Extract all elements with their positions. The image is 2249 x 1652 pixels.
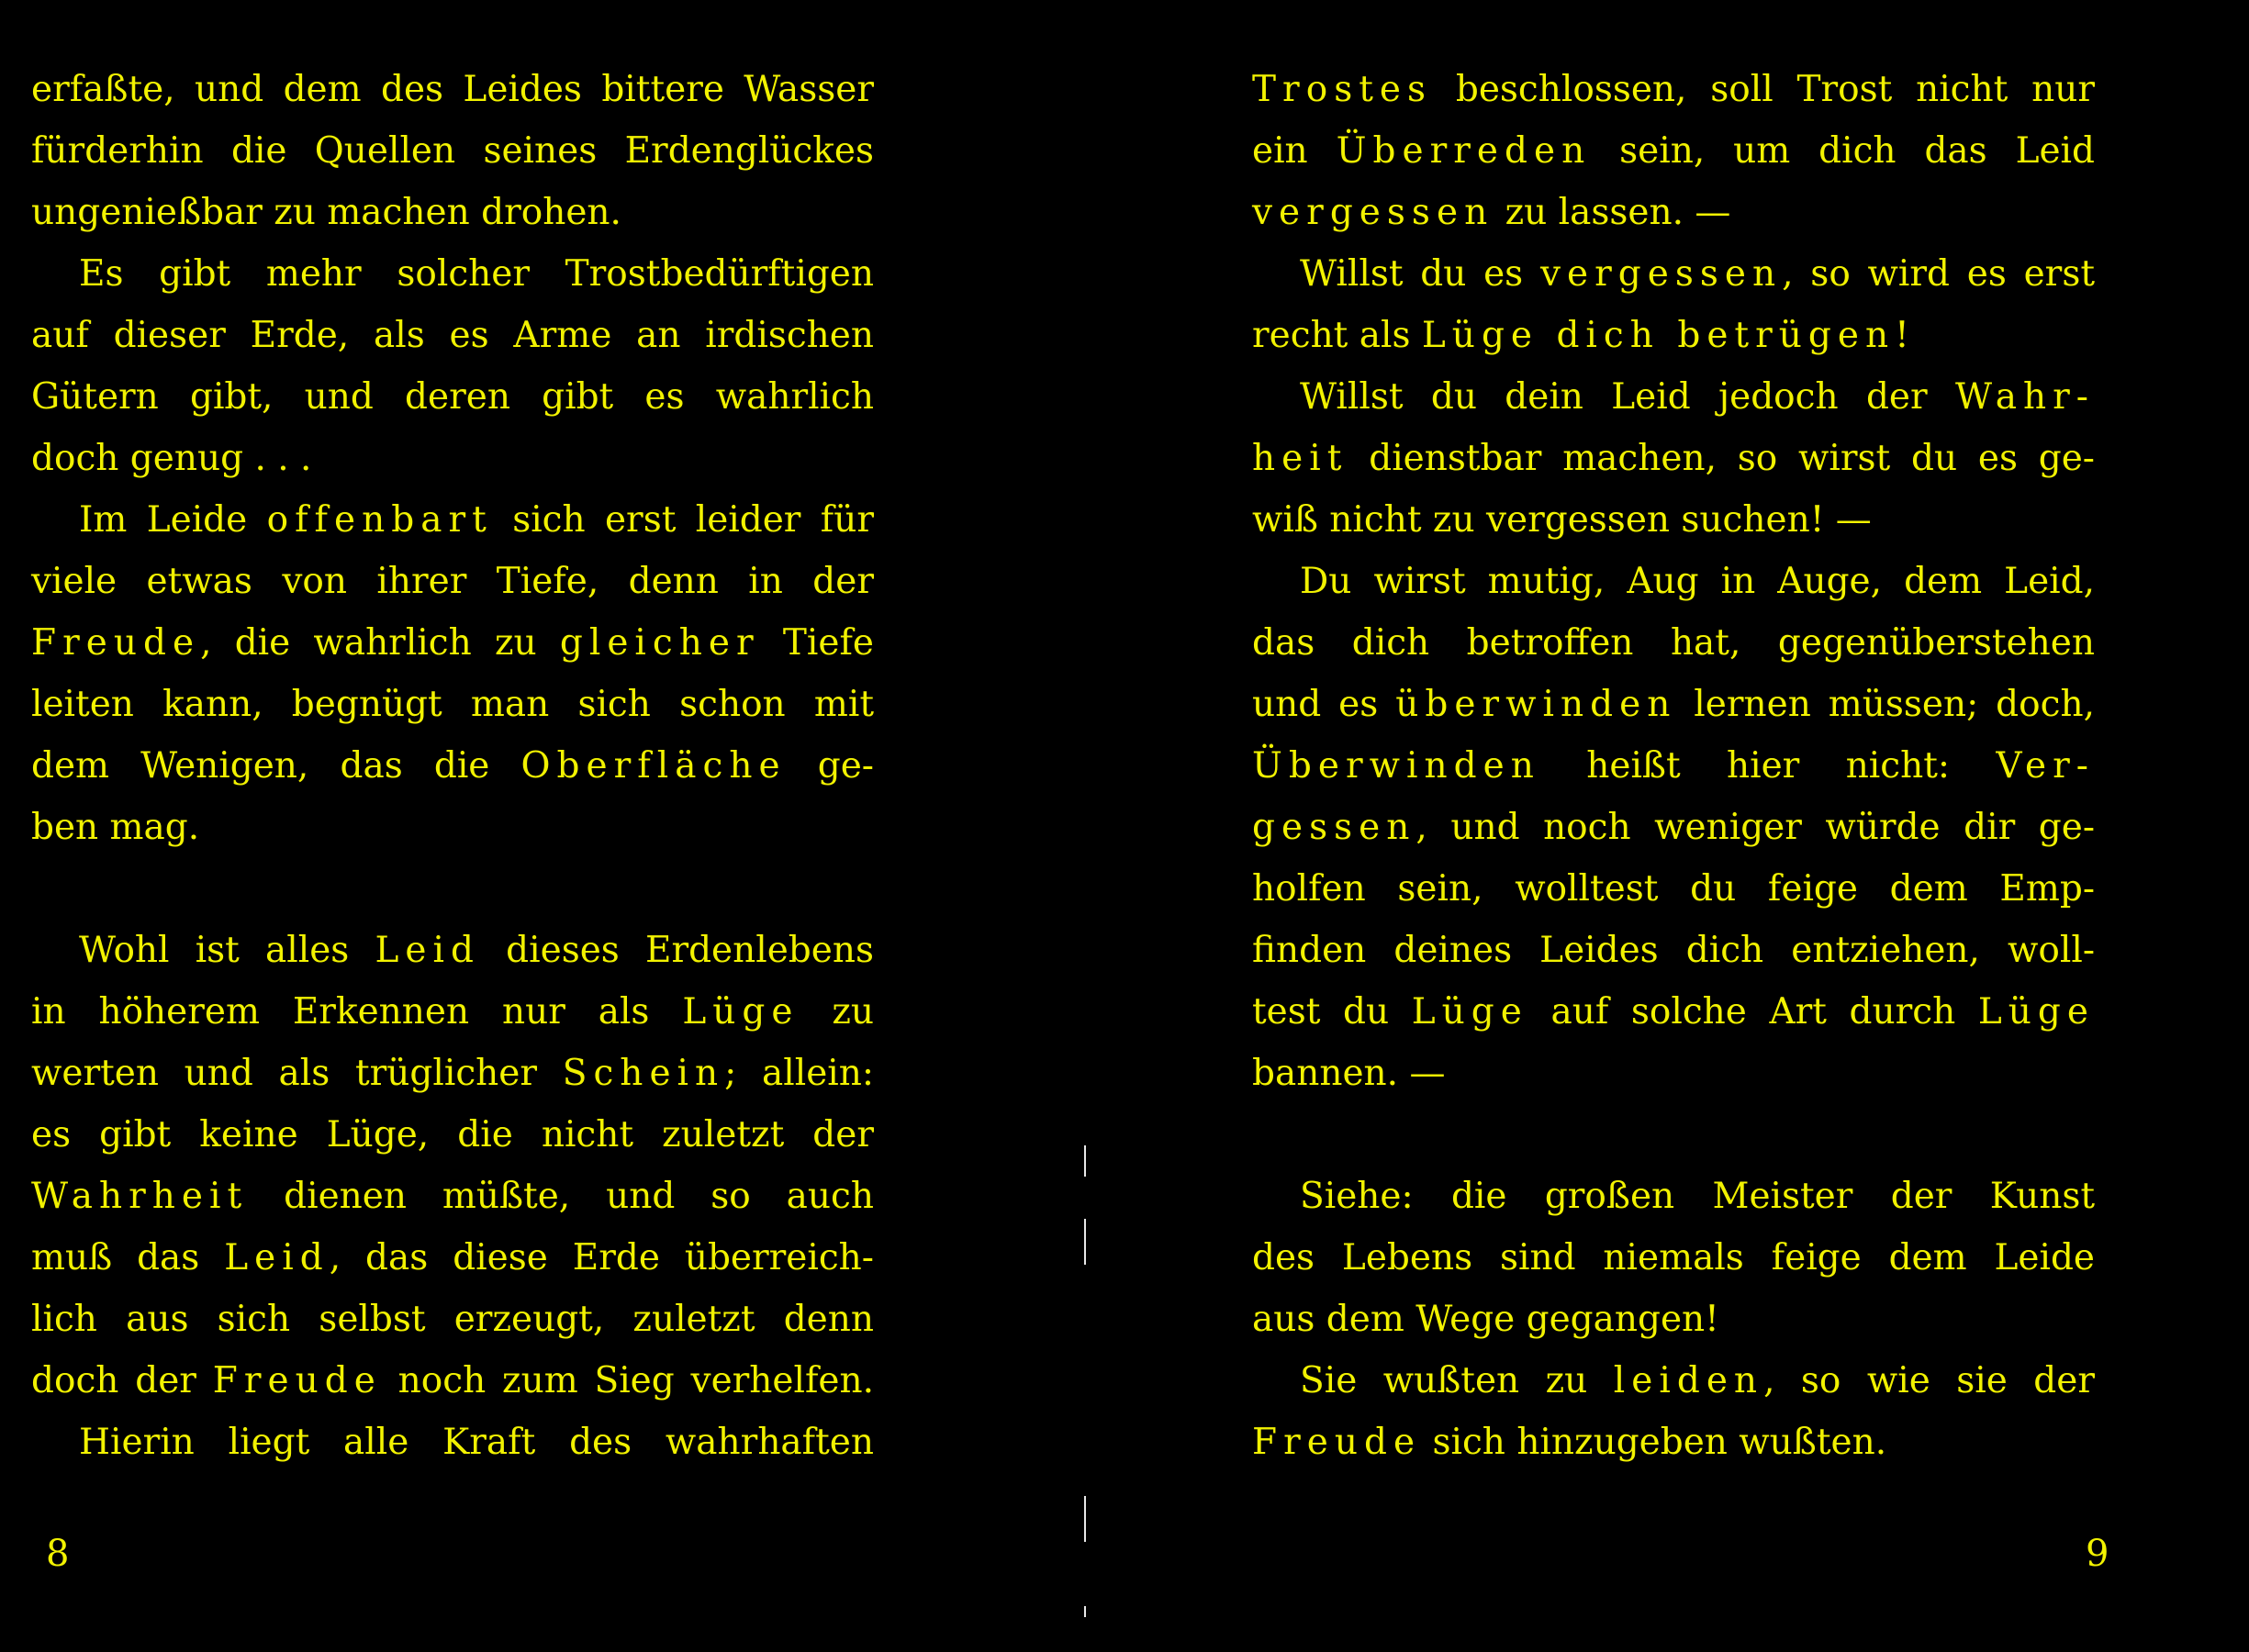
text-line: und es überwinden lernen müssen; doch, bbox=[1252, 684, 2095, 725]
text-line: in höherem Erkennen nur als Lüge zu bbox=[31, 991, 875, 1032]
text-line: des Lebens sind niemals feige dem Leide bbox=[1252, 1237, 2095, 1278]
text-line: auf dieser Erde, als es Arme an irdischen bbox=[31, 315, 874, 356]
text-line: Du wirst mutig, Aug in Auge, dem Leid, bbox=[1300, 561, 2095, 602]
text-line: ungenießbar zu machen drohen. bbox=[31, 192, 621, 233]
right-page bbox=[1221, 0, 2139, 1652]
text-line: erfaßte, und dem des Leides bittere Wasser bbox=[31, 69, 874, 110]
text-line: viele etwas von ihrer Tiefe, denn in der bbox=[31, 561, 874, 602]
text-line: finden deines Leides dich entziehen, woll- bbox=[1252, 930, 2095, 971]
text-line: Freude, die wahrlich zu gleicher Tiefe bbox=[31, 622, 874, 664]
text-line: Wohl ist alles Leid dieses Erdenlebens bbox=[79, 930, 874, 971]
text-line: Im Leide offenbart sich erst leider für bbox=[79, 499, 874, 541]
text-line: Willst du dein Leid jedoch der Wahr- bbox=[1300, 376, 2095, 418]
text-line: heit dienstbar machen, so wirst du es ge- bbox=[1252, 438, 2095, 479]
page-number: 8 bbox=[46, 1533, 70, 1575]
text-line: Hierin liegt alle Kraft des wahrhaften bbox=[79, 1422, 874, 1463]
right-page-text bbox=[1252, 59, 2095, 1473]
text-line: lich aus sich selbst erzeugt, zuletzt denn bbox=[31, 1299, 874, 1340]
text-line: doch der Freude noch zum Sieg verhelfen. bbox=[31, 1360, 875, 1401]
text-line: leiten kann, begnügt man sich schon mit bbox=[31, 684, 874, 725]
text-line: ein Überreden sein, um dich das Leid bbox=[1252, 130, 2095, 172]
text-line: doch genug . . . bbox=[31, 438, 312, 479]
text-line: Trostes beschlossen, soll Trost nicht nur bbox=[1252, 69, 2095, 110]
text-line: Freude sich hinzugeben wußten. bbox=[1252, 1422, 1887, 1463]
text-line: Siehe: die großen Meister der Kunst bbox=[1300, 1176, 2095, 1217]
page-number: 9 bbox=[2086, 1533, 2109, 1575]
text-line: bannen. — bbox=[1252, 1053, 1446, 1094]
gutter-line bbox=[1084, 1145, 1086, 1177]
text-line: recht als Lüge dich betrügen! bbox=[1252, 315, 1909, 356]
text-line: das dich betroffen hat, gegenüberstehen bbox=[1252, 622, 2095, 664]
text-line: es gibt keine Lüge, die nicht zuletzt der bbox=[31, 1114, 874, 1155]
text-line: holfen sein, wolltest du feige dem Emp- bbox=[1252, 868, 2095, 910]
text-line: gessen, und noch weniger würde dir ge- bbox=[1252, 807, 2095, 848]
text-line: Gütern gibt, und deren gibt es wahrlich bbox=[31, 376, 874, 418]
text-line: aus dem Wege gegangen! bbox=[1252, 1299, 1719, 1340]
text-line: werten und als trüglicher Schein; allein: bbox=[31, 1053, 875, 1094]
text-line: Überwinden heißt hier nicht: Ver- bbox=[1252, 745, 2095, 787]
text-line: test du Lüge auf solche Art durch Lüge bbox=[1252, 991, 2095, 1032]
gutter-line bbox=[1084, 1606, 1086, 1617]
text-line: ben mag. bbox=[31, 807, 200, 848]
text-line: dem Wenigen, das die Oberfläche ge- bbox=[31, 745, 874, 787]
text-line: fürderhin die Quellen seines Erdenglückes bbox=[31, 130, 874, 172]
text-line: Sie wußten zu leiden, so wie sie der bbox=[1300, 1360, 2095, 1401]
text-line: Willst du es vergessen, so wird es erst bbox=[1300, 253, 2096, 295]
gutter-line bbox=[1084, 1219, 1086, 1265]
left-page bbox=[0, 0, 918, 1652]
text-line: Wahrheit dienen müßte, und so auch bbox=[31, 1176, 874, 1217]
left-page-text bbox=[31, 59, 874, 1473]
text-line: Es gibt mehr solcher Trostbedürftigen bbox=[79, 253, 874, 295]
text-line: muß das Leid, das diese Erde überreich- bbox=[31, 1237, 874, 1278]
gutter-line bbox=[1084, 1496, 1086, 1542]
text-line: vergessen zu lassen. — bbox=[1252, 192, 1731, 233]
text-line: wiß nicht zu vergessen suchen! — bbox=[1252, 499, 1872, 541]
